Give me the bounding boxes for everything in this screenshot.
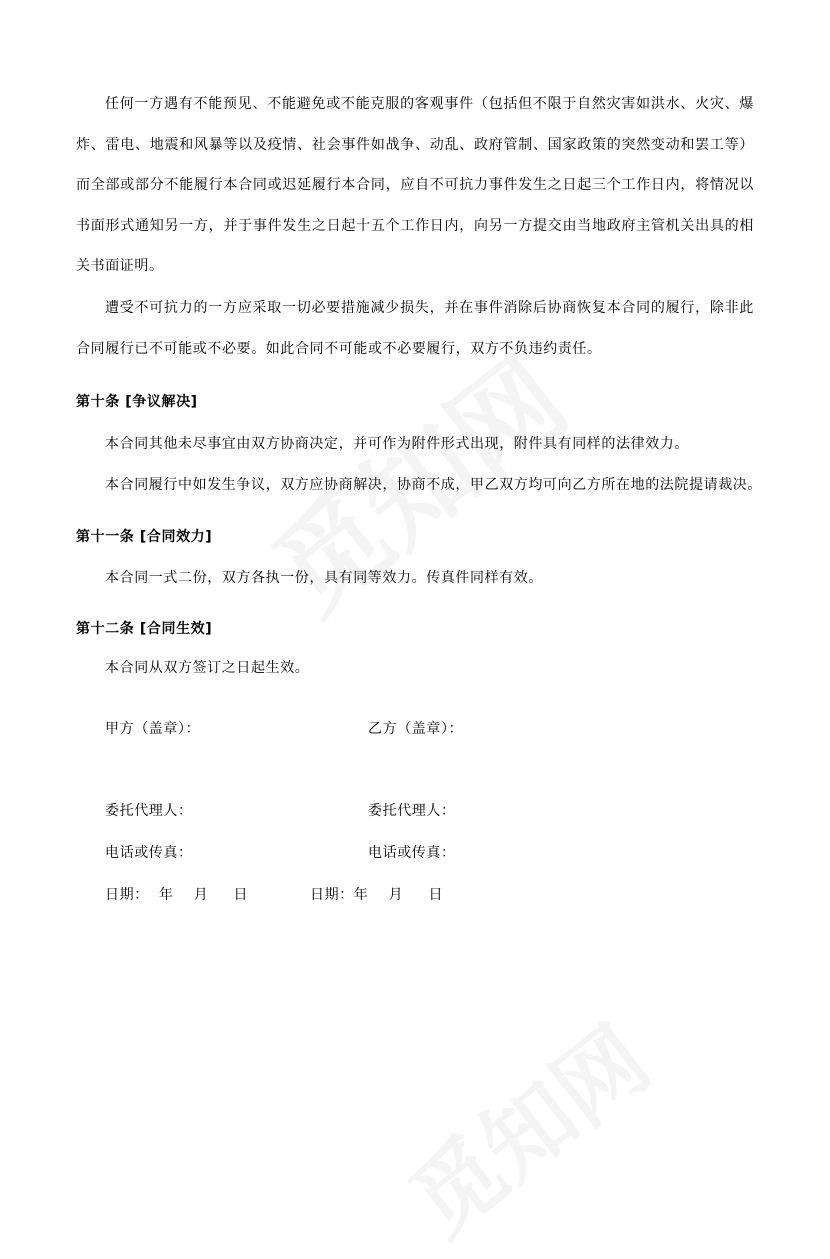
party-a-date-label: 日期： 年 月 日 (105, 887, 249, 903)
force-majeure-paragraph-1: 任何一方遇有不能预见、不能避免或不能克服的客观事件（包括但不限于自然灾害如洪水、火灾、爆炸、雷电、地震和风暴等以及疫情、社会事件如战争、动乱、政府管制、国家政策的突然变动和罢工等）而全部或部分不能履行本合同或迟延履行本合同，应自不可抗力事件发生之日起三个工作日内，将情况以书面形式通知另一方，并于事件发生之日起十五个工作日内，向另一方提交由当地政府主管机关出具的相关书面证明。 (76, 96, 754, 274)
party-a-agent-label: 委托代理人： (105, 803, 193, 819)
party-b-date-label: 日期：年 月 日 (310, 887, 444, 903)
party-b-agent-label: 委托代理人： (368, 803, 456, 819)
party-a-phone-label: 电话或传真： (105, 845, 193, 861)
party-b-seal-label: 乙方（盖章）： (368, 721, 464, 737)
party-b-phone-label: 电话或传真： (368, 845, 456, 861)
article-11-line-1: 本合同一式二份，双方各执一份，具有同等效力。传真件同样有效。 (105, 570, 543, 586)
article-10-line-2: 本合同履行中如发生争议，双方应协商解决，协商不成，甲乙双方均可向乙方所在地的法院提请裁决。 (105, 477, 762, 493)
article-12-heading: 第十二条 [合同生效] (76, 621, 213, 637)
article-12-line-1: 本合同从双方签订之日起生效。 (105, 660, 310, 676)
article-10-heading: 第十条 [争议解决] (76, 394, 198, 410)
watermark-bottom (379, 991, 672, 1259)
force-majeure-paragraph-2: 遭受不可抗力的一方应采取一切必要措施减少损失，并在事件消除后协商恢复本合同的履行，除非此合同履行已不可能或不必要。如此合同不可能或不必要履行，双方不负违约责任。 (76, 300, 754, 357)
party-a-seal-label: 甲方（盖章）： (105, 721, 201, 737)
article-11-heading: 第十一条 [合同效力] (76, 529, 213, 545)
article-10-line-1: 本合同其他未尽事宜由双方协商决定，并可作为附件形式出现，附件具有同样的法律效力。 (105, 436, 689, 452)
